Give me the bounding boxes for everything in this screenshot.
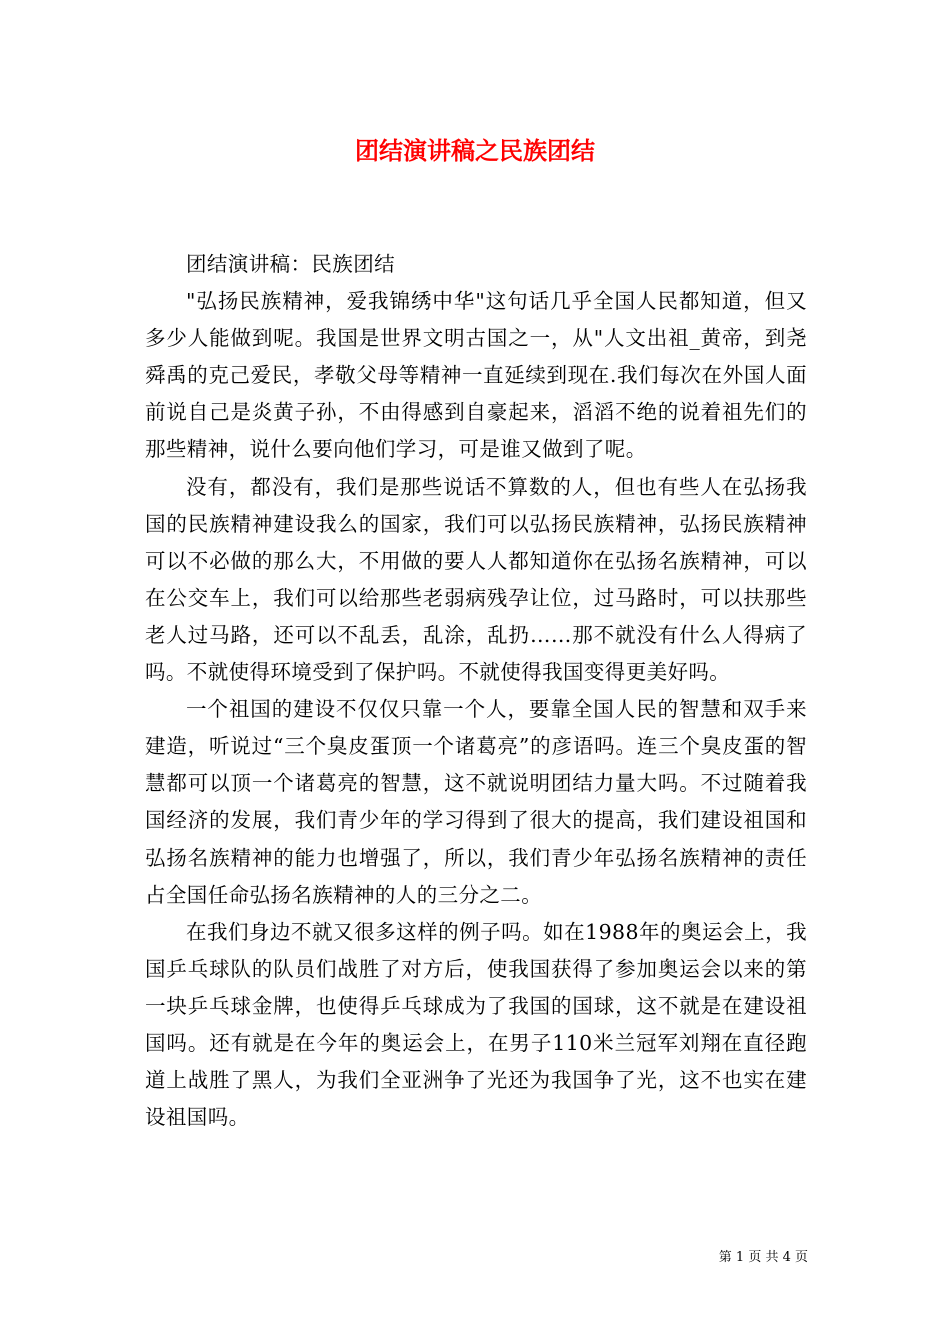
body-paragraph-3: 一个祖国的建设不仅仅只靠一个人，要靠全国人民的智慧和双手来建造，听说过“三个臭皮蛋顶一个诸葛亮”的彦语吗。连三个臭皮蛋的智慧都可以顶一个诸葛亮的智慧，这不就说明团结力量大吗。不过随着我国经济的发展，我们青少年的学习得到了很大的提高，我们建设祖国和弘扬名族精神的能力也增强了，所以，我们青少年弘扬名族精神的责任占全国任命弘扬名族精神的人的三分之二。 [145,697,807,907]
document-body [145,246,807,1136]
page-number-footer: 第 1 页 共 4 页 [718,1250,808,1265]
body-paragraph-4: 在我们身边不就又很多这样的例子吗。如在1988年的奥运会上，我国乒乓球队的队员们战胜了对方后，使我国获得了参加奥运会以来的第一块乒乓球金牌，也使得乒乓球成为了我国的国球，这不就是在建设祖国吗。还有就是在今年的奥运会上，在男子110米兰冠军刘翔在直径跑道上战胜了黑人，为我们全亚洲争了光还为我国争了光，这不也实在建设祖国吗。 [145,919,807,1130]
document-title: 团结演讲稿之民族团结 [355,136,595,165]
document-subtitle: 团结演讲稿：民族团结 [186,252,395,276]
body-paragraph-2: 没有，都没有，我们是那些说话不算数的人，但也有些人在弘扬我国的民族精神建设我么的国家，我们可以弘扬民族精神，弘扬民族精神可以不必做的那么大，不用做的要人人都知道你在弘扬名族精神，可以在公交车上，我们可以给那些老弱病残孕让位，过马路时，可以扶那些老人过马路，还可以不乱丢，乱涂，乱扔……那不就没有什么人得病了吗。不就使得环境受到了保护吗。不就使得我国变得更美好吗。 [145,474,807,685]
body-paragraph-1: "弘扬民族精神，爱我锦绣中华"这句话几乎全国人民都知道，但又多少人能做到呢。我国是世界文明古国之一，从"人文出祖_黄帝，到尧舜禹的克己爱民，孝敬父母等精神一直延续到现在.我们每次在外国人面前说自己是炎黄子孙，不由得感到自豪起来，滔滔不绝的说着祖先们的那些精神，说什么要向他们学习，可是谁又做到了呢。 [145,289,807,462]
